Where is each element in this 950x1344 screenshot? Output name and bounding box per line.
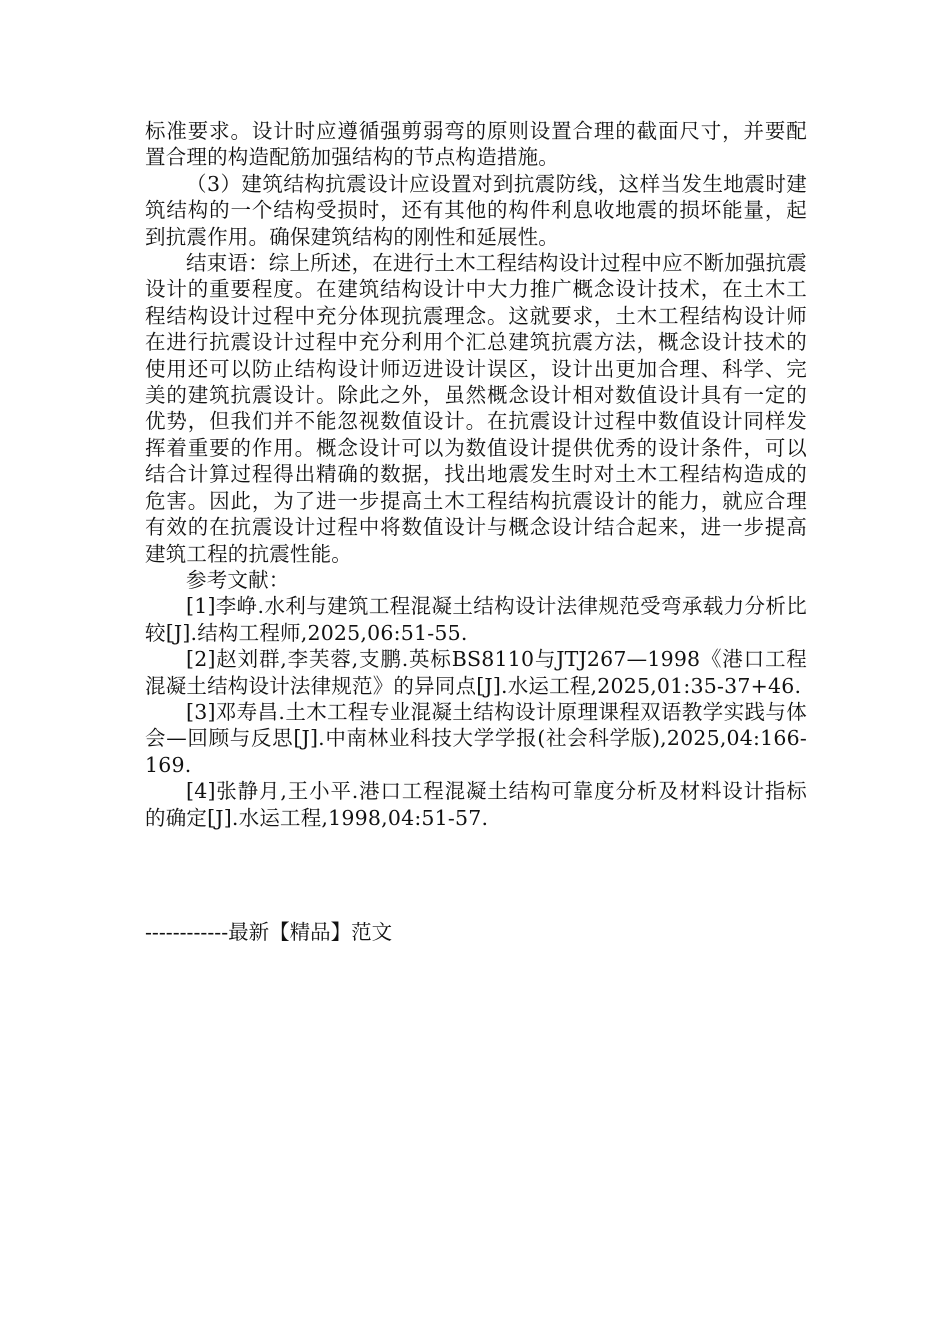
reference-item: [1]李峥.水利与建筑工程混凝土结构设计法律规范受弯承载力分析比较[J].结构工程师,2025,06:51-55. <box>145 594 807 645</box>
paragraph-conclusion: 结束语：综上所述，在进行土木工程结构设计过程中应不断加强抗震设计的重要程度。在建筑结构设计中大力推广概念设计技术，在土木工程结构设计过程中充分体现抗震理念。这就要求，土木工程结构设计师在进行抗震设计过程中充分利用个汇总建筑抗震方法，概念设计技术的使用还可以防止结构设计师迈进设计误区，设计出更加合理、科学、完美的建筑抗震设计。除此之外，虽然概念设计相对数值设计具有一定的优势，但我们并不能忽视数值设计。在抗震设计过程中数值设计同样发挥着重要的作用。概念设计可以为数值设计提供优秀的设计条件，可以结合计算过程得出精确的数据，找出地震发生时对土木工程结构造成的危害。因此，为了进一步提高土木工程结构抗震设计的能力，就应合理有效的在抗震设计过程中将数值设计与概念设计结合起来，进一步提高建筑工程的抗震性能。 <box>145 251 807 566</box>
paragraph-seismic-defense: （3）建筑结构抗震设计应设置对到抗震防线，这样当发生地震时建筑结构的一个结构受损时，还有其他的构件利息收地震的损坏能量，起到抗震作用。确保建筑结构的刚性和延展性。 <box>145 171 807 249</box>
reference-item: [2]赵刘群,李芙蓉,支鹏.英标BS8110与JTJ267—1998《港口工程混凝土结构设计法律规范》的异同点[J].水运工程,2025,01:35-37+46. <box>145 647 807 698</box>
paragraph-continuation: 标准要求。设计时应遵循强剪弱弯的原则设置合理的截面尺寸，并要配置合理的构造配筋加强结构的节点构造措施。 <box>145 119 807 170</box>
footer-text: ------------最新【精品】范文 <box>145 920 393 944</box>
reference-item: [3]邓寿昌.土木工程专业混凝土结构设计原理课程双语教学实践与体会—回顾与反思[J].中南林业科技大学学报(社会科学版),2025,04:166-169. <box>145 699 807 777</box>
references-list <box>145 593 807 831</box>
references-heading: 参考文献： <box>186 567 290 592</box>
reference-item: [4]张静月,王小平.港口工程混凝土结构可靠度分析及材料设计指标的确定[J].水运工程,1998,04:51-57. <box>145 779 807 830</box>
document-body <box>145 118 807 831</box>
